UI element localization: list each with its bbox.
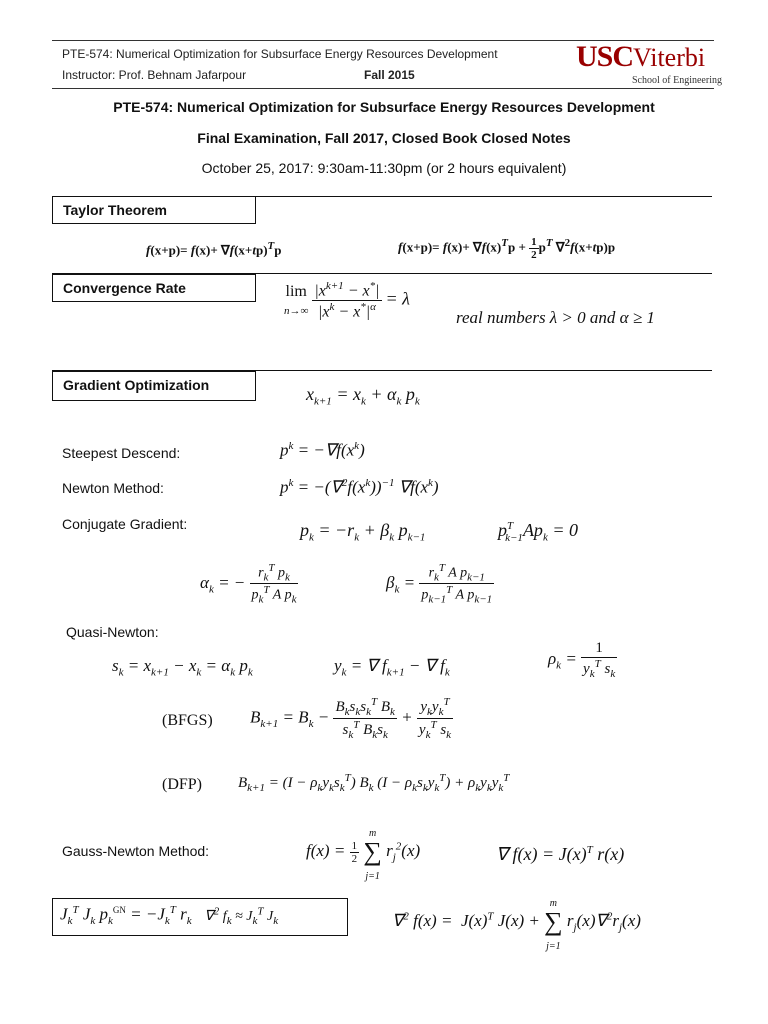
gauss-newton-label: Gauss-Newton Method: bbox=[62, 843, 210, 859]
usc-viterbi-logo: USCViterbi bbox=[576, 40, 706, 73]
convergence-section-box: Convergence Rate bbox=[52, 274, 256, 302]
taylor-equation-2: $f(x+p)= f(x)+ \nabla f(x)^Tp$ + $\frac{1}{2}$ $p^T$ ∇$^2$f(x+tp)p bbox=[398, 236, 616, 261]
convergence-condition: real numbers λ > 0 and α ≥ 1 bbox=[456, 308, 655, 327]
steepest-equation: $p^k = -\nabla f(x^k)$ bbox=[280, 440, 365, 460]
taylor-section-box: Taylor Theorem bbox=[52, 196, 256, 224]
logo-subtitle: School of Engineering bbox=[632, 75, 722, 86]
y-definition: $y_k$ = ∇ $f_{k+1}$ − ∇ $f_k$ bbox=[334, 656, 450, 679]
alpha-equation: $\alpha_k$ = − $\frac{r_k^T p_k}{p_k^T A p_k}$ bbox=[200, 562, 297, 606]
taylor-equation-1: $f(x+p)= f(x)+ \nabla f(x+tp)^Tp$ bbox=[146, 240, 282, 258]
gradient-update-equation: $x_{k+1} = x_k + \alpha_k$ $p_k$ bbox=[306, 384, 420, 408]
dfp-label: (DFP) bbox=[162, 776, 203, 793]
bfgs-label: (BFGS) bbox=[162, 712, 213, 729]
beta-equation: $\beta_k$ = $\frac{r_k^T A p_{k-1}}{p_{k-1}^T A p_{k-1}}$ bbox=[386, 562, 493, 606]
s-definition: $s_k = x_{k+1} - x_k = \alpha_k$ $p_k$ bbox=[112, 656, 253, 679]
exam-title: Final Examination, Fall 2017, Closed Book Closed Notes bbox=[197, 130, 571, 146]
steepest-label: Steepest Descend: bbox=[62, 445, 181, 461]
newton-label: Newton Method: bbox=[62, 480, 164, 496]
conjugacy-condition: $p^T_{k-1}Ap_k = 0$ bbox=[498, 520, 578, 544]
conjugate-direction-equation: $p_k = -r_k + \beta_k$ $p_{k-1}$ bbox=[300, 520, 426, 544]
gauss-newton-hessian: ∇$^2$ $f(x) = J(x)^T$ J(x) + m ∑ j=1 $r_j(x)\nabla^2r_j(x)$ bbox=[392, 898, 641, 952]
conjugate-label: Conjugate Gradient: bbox=[62, 516, 188, 532]
bfgs-equation: $B_{k+1} = B_k$ − $\frac{B_ks_ks_k^T B_k}{s_k^T B_ks_k}$ + $\frac{y_ky_k^T}{y_k^T s_k}$ bbox=[250, 696, 452, 741]
gauss-newton-objective: f(x) = $\frac{1}{2}$ m ∑ j=1 $r_j^2(x)$ bbox=[306, 828, 421, 882]
newton-equation: $p^k = -(\nabla^2f(x^k))^{-1}$ $\nabla f(x^k)$ bbox=[280, 477, 439, 497]
instructor-line: Instructor: Prof. Behnam Jafarpour bbox=[62, 68, 247, 82]
gauss-newton-system: $J_k^T$ $J_k$ $p_k^{GN} = -J_k^T$ $r_k$ ∇$^2$ $f_k \approx J_k^T$ $J_k$ bbox=[60, 904, 279, 928]
quasi-newton-label: Quasi-Newton: bbox=[66, 624, 159, 640]
rho-definition: $\rho_k$ = $\frac{1}{y_k^T s_k}$ bbox=[548, 640, 616, 680]
exam-date: October 25, 2017: 9:30am-11:30pm (or 2 hours equivalent) bbox=[201, 160, 567, 176]
header-bottom-rule bbox=[52, 88, 714, 89]
exam-course-title: PTE-574: Numerical Optimization for Subsurface Energy Resources Development bbox=[113, 99, 655, 115]
dfp-equation: $B_{k+1} = (I - \rho_ky_ks_k^T)$ $B_k$ $(I - \rho_ks_ky_k^T) + \rho_ky_ky_k^T$ bbox=[238, 772, 510, 794]
course-line: PTE-574: Numerical Optimization for Subsurface Energy Resources Development bbox=[62, 47, 498, 61]
convergence-equation: lim n→∞ $\frac{|x^{k+1} - x^*|}{|x^k - x^*|^\alpha}$ = λ bbox=[284, 280, 410, 321]
gradient-section-box: Gradient Optimization bbox=[52, 371, 256, 401]
term-label: Fall 2015 bbox=[364, 68, 415, 82]
gauss-newton-gradient: ∇ $f(x) = J(x)^T$ r(x) bbox=[496, 844, 625, 864]
